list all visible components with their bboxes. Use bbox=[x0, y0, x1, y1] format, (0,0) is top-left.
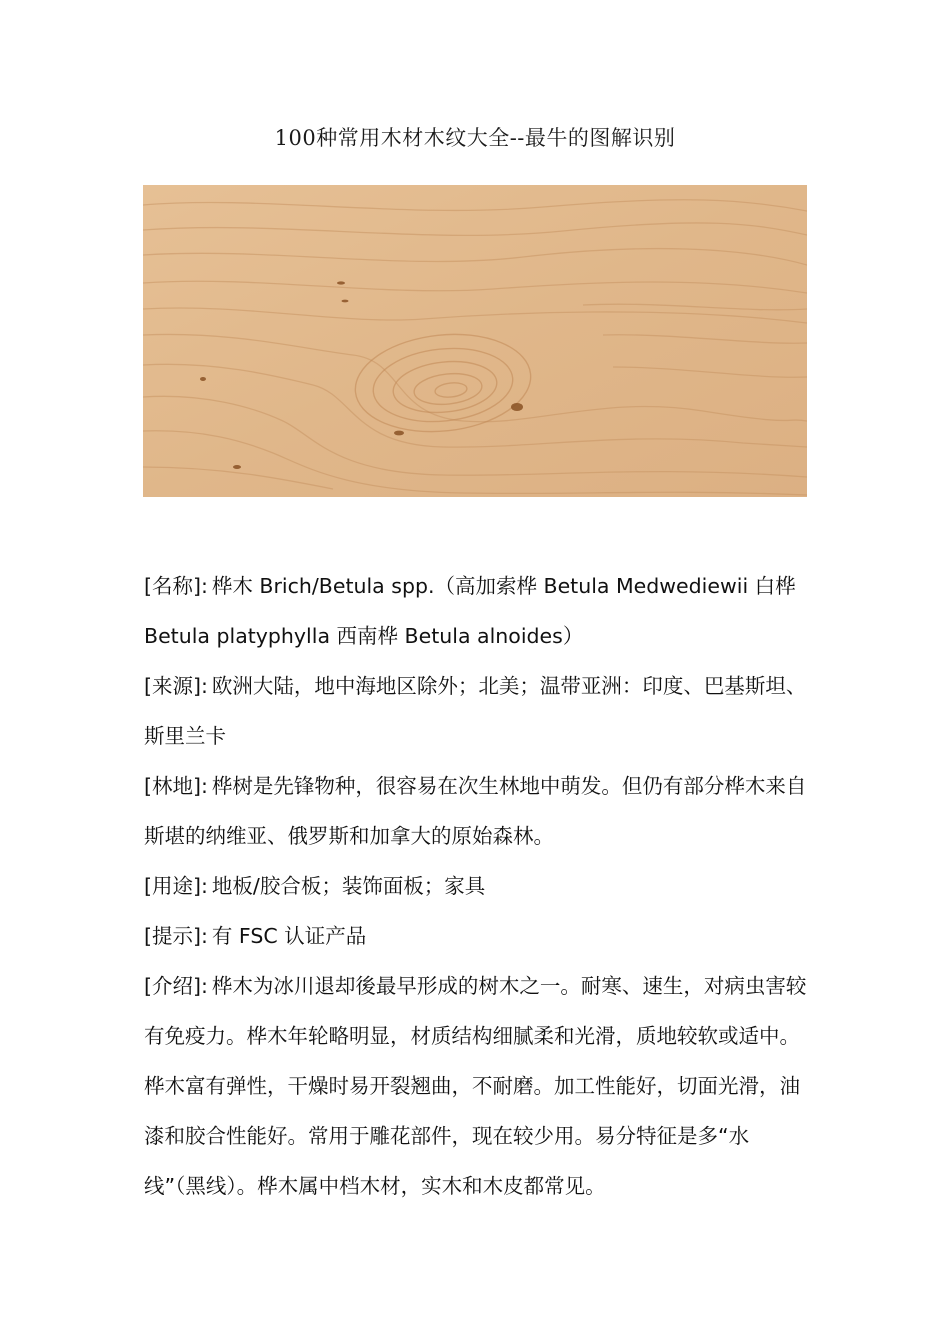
entry-name bbox=[144, 561, 808, 661]
entry-intro-text: 桦木为冰川退却後最早形成的树木之一。耐寒、速生，对病虫害较有免疫力。桦木年轮略明显，材质结构细腻柔和光滑，质地较软或适中。桦木富有弹性，干燥时易开裂翘曲，不耐磨。加工性能好，切面光滑，油漆和胶合性能好。常用于雕花部件，现在较少用。易分特征是多“水线”（黑线）。桦木属中档木材，实木和木皮都常见。 bbox=[144, 974, 807, 1198]
entry-forest-text: 桦树是先锋物种，很容易在次生林地中萌发。但仍有部分桦木来自斯堪的纳维亚、俄罗斯和加拿大的原始森林。 bbox=[144, 774, 807, 848]
page-title: 100种常用木材木纹大全--最牛的图解识别 bbox=[274, 126, 676, 150]
wood-grain-image bbox=[143, 185, 807, 497]
entry-usage bbox=[144, 861, 808, 911]
wood-grain-photo-icon bbox=[143, 185, 807, 497]
entry-tip-label: [提示]: bbox=[144, 924, 208, 948]
entry-intro bbox=[144, 961, 808, 1211]
entry-origin bbox=[144, 661, 808, 761]
wood-entry bbox=[144, 561, 808, 1211]
entry-origin-text: 欧洲大陆，地中海地区除外；北美；温带亚洲：印度、巴基斯坦、斯里兰卡 bbox=[144, 674, 807, 748]
entry-usage-text: 地板/胶合板；装饰面板；家具 bbox=[211, 874, 486, 898]
entry-usage-label: [用途]: bbox=[144, 874, 208, 898]
entry-origin-label: [来源]: bbox=[144, 674, 208, 698]
entry-tip-text: 有 FSC 认证产品 bbox=[211, 924, 367, 948]
entry-forest-label: [林地]: bbox=[144, 774, 208, 798]
entry-intro-label: [介绍]: bbox=[144, 974, 208, 998]
entry-forest bbox=[144, 761, 808, 861]
entry-tip bbox=[144, 911, 808, 961]
entry-name-label: [名称]: bbox=[144, 574, 208, 598]
entry-name-text: 桦木 Brich/Betula spp.（高加索桦 Betula Medwediewii 白桦 Betula platyphylla 西南桦 Betula alnoides） bbox=[144, 574, 796, 648]
